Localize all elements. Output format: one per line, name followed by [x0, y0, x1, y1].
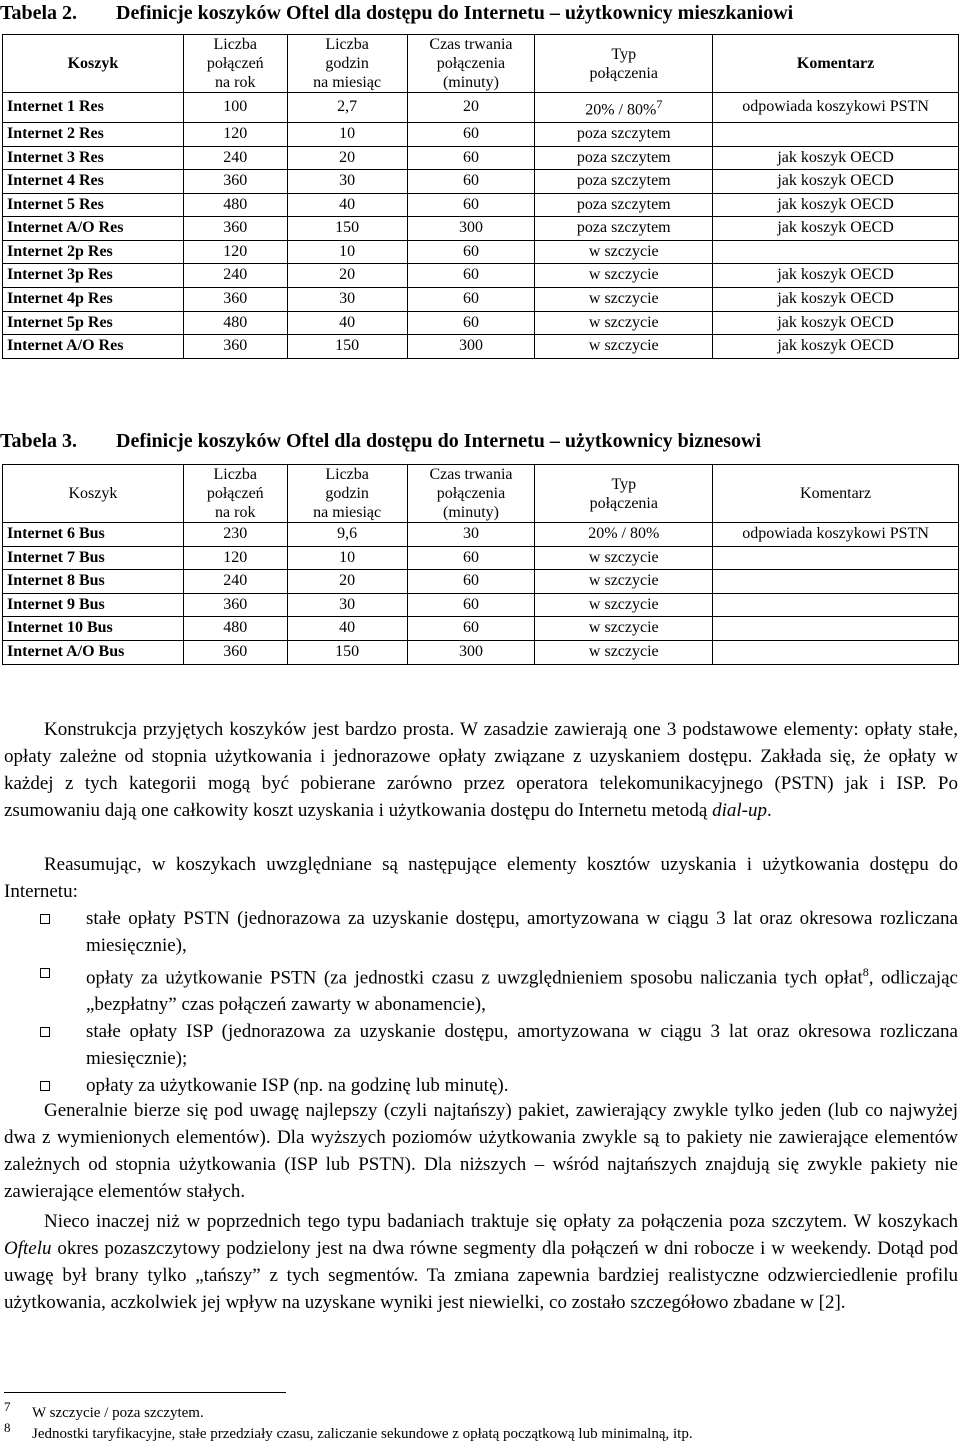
- list-item: [0, 1018, 958, 1072]
- header-line: połączenia: [436, 55, 506, 72]
- row-typ-cell: [535, 593, 713, 617]
- row-czas-cell-text: 60: [462, 148, 479, 166]
- col-header-typ: [535, 465, 713, 523]
- row-czas-cell: [407, 193, 535, 217]
- row-typ-cell: [535, 617, 713, 641]
- row-typ-cell-text: poza szczytem: [576, 172, 671, 190]
- row-czas-cell-text: 60: [462, 124, 479, 142]
- row-komentarz-cell: [713, 523, 959, 547]
- row-godziny-cell: [287, 146, 407, 170]
- header-line: Liczba: [213, 466, 258, 483]
- row-komentarz-cell: [713, 217, 959, 241]
- row-polaczenia-cell: [183, 523, 287, 547]
- row-name-cell-text: Internet 5 Res: [7, 195, 104, 213]
- row-typ-cell-text: 20% / 80%: [588, 525, 660, 542]
- table-row: [3, 640, 959, 664]
- row-komentarz-cell: [713, 264, 959, 288]
- col-header-liczba-polaczen: [183, 35, 287, 93]
- row-name-cell: [3, 288, 184, 312]
- table-row: [3, 193, 959, 217]
- col-header-koszyk: Koszyk: [3, 35, 184, 93]
- list-item-text: opłaty za użytkowanie ISP (np. na godzinę lub minutę).: [86, 1075, 509, 1097]
- row-typ-cell: [535, 170, 713, 194]
- row-name-cell-text: Internet A/O Res: [7, 219, 124, 237]
- row-polaczenia-cell-text: 120: [223, 548, 248, 566]
- row-godziny-cell-text: 150: [335, 337, 360, 355]
- row-czas-cell-text: 60: [462, 195, 479, 213]
- row-godziny-cell-text: 40: [339, 619, 356, 637]
- row-czas-cell-text: 60: [462, 290, 479, 308]
- table-row: [3, 264, 959, 288]
- row-komentarz-cell: [713, 240, 959, 264]
- table-row: [3, 122, 959, 146]
- col-header-liczba-godzin: [287, 465, 407, 523]
- row-komentarz-cell: [713, 546, 959, 570]
- row-czas-cell: [407, 170, 535, 194]
- row-czas-cell: [407, 570, 535, 594]
- table-row: [3, 217, 959, 241]
- row-czas-cell: [407, 593, 535, 617]
- header-line: połączeń: [206, 55, 264, 72]
- row-name-cell-text: Internet 3 Res: [7, 148, 104, 166]
- table-row: [3, 335, 959, 359]
- row-name-cell-text: Internet 7 Bus: [7, 548, 105, 566]
- table-row: [3, 311, 959, 335]
- footnote-text: W szczycie / poza szczytem.: [32, 1405, 204, 1421]
- row-name-cell-text: Internet 6 Bus: [7, 525, 105, 542]
- paragraph-1: [4, 716, 958, 824]
- footnote-ref-8: 8: [862, 965, 869, 979]
- row-polaczenia-cell-text: 360: [223, 337, 248, 355]
- row-czas-cell: [407, 523, 535, 547]
- list-item: [0, 959, 958, 1018]
- col-header-typ: [535, 35, 713, 93]
- row-polaczenia-cell-text: 240: [223, 148, 248, 166]
- row-godziny-cell: [287, 335, 407, 359]
- row-name-cell: [3, 93, 184, 123]
- row-name-cell-text: Internet 2p Res: [7, 242, 113, 260]
- row-name-cell: [3, 546, 184, 570]
- row-typ-cell-text: w szczycie: [588, 242, 659, 260]
- row-name-cell-text: Internet 4p Res: [7, 290, 113, 308]
- row-polaczenia-cell: [183, 170, 287, 194]
- row-godziny-cell-text: 9,6: [337, 525, 358, 542]
- row-godziny-cell-text: 20: [339, 572, 356, 590]
- row-name-cell-text: Internet 2 Res: [7, 124, 104, 142]
- header-line: Liczba: [325, 36, 369, 53]
- row-komentarz-cell-text: jak koszyk OECD: [777, 219, 894, 237]
- row-name-cell-text: Internet 10 Bus: [7, 619, 113, 637]
- paragraph-4-end: okres pozaszczytowy podzielony jest na dwa równe segmenty dla połączeń w dni robocze i w weekendy. Dotąd pod uwagę był brany tylko „tańszy” z tych segmentów. Ta zmiana zapewnia bardziej realistyczne odzwierciedlenie profilu użytkowania, aczkolwiek jej wpływ na uzyskane wyniki jest niewielki, co zostało szczegółowo zbadane w [2].: [4, 1238, 958, 1313]
- row-czas-cell: [407, 640, 535, 664]
- header-line: Typ: [611, 475, 637, 493]
- row-polaczenia-cell: [183, 240, 287, 264]
- row-polaczenia-cell-text: 480: [223, 195, 248, 213]
- row-typ-cell-text: poza szczytem: [576, 219, 671, 237]
- row-name-cell-text: Internet 9 Bus: [7, 595, 105, 613]
- row-czas-cell-text: 20: [462, 98, 479, 116]
- row-czas-cell-text: 60: [463, 572, 479, 590]
- row-typ-cell: [535, 93, 713, 123]
- row-komentarz-cell: [713, 146, 959, 170]
- row-czas-cell: [407, 146, 535, 170]
- row-godziny-cell-text: 10: [339, 242, 356, 260]
- row-czas-cell: [407, 93, 535, 123]
- row-czas-cell-text: 300: [459, 642, 483, 660]
- row-polaczenia-cell-text: 120: [223, 242, 248, 260]
- row-polaczenia-cell: [183, 193, 287, 217]
- row-godziny-cell-text: 40: [339, 195, 356, 213]
- table-row: [3, 240, 959, 264]
- header-line: Typ: [611, 45, 637, 63]
- row-polaczenia-cell-text: 360: [223, 219, 248, 237]
- row-typ-cell-text: w szczycie: [588, 337, 659, 355]
- row-godziny-cell: [287, 240, 407, 264]
- row-polaczenia-cell: [183, 546, 287, 570]
- table-row: [3, 546, 959, 570]
- table2-label: Tabela 2.: [0, 2, 78, 24]
- table-row: [3, 93, 959, 123]
- row-godziny-cell: [287, 288, 407, 312]
- row-polaczenia-cell-text: 480: [223, 313, 248, 331]
- list-item: [0, 905, 958, 959]
- table-row: [3, 170, 959, 194]
- row-godziny-cell-text: 150: [335, 642, 360, 660]
- row-name-cell: [3, 570, 184, 594]
- row-typ-cell: [535, 122, 713, 146]
- row-typ-cell-text: w szczycie: [588, 266, 659, 284]
- row-czas-cell-text: 60: [462, 172, 479, 190]
- row-polaczenia-cell: [183, 217, 287, 241]
- row-name-cell-text: Internet 1 Res: [7, 98, 104, 116]
- row-polaczenia-cell: [183, 617, 287, 641]
- row-typ-cell: [535, 640, 713, 664]
- table3-header-row: [3, 465, 959, 523]
- row-name-cell: [3, 640, 184, 664]
- row-name-cell: [3, 170, 184, 194]
- footnote-text: Jednostki taryfikacyjne, stałe przedziały czasu, zaliczanie sekundowe z opłatą początkową lub minimalną, itp.: [32, 1426, 693, 1442]
- row-godziny-cell-text: 20: [339, 266, 356, 284]
- row-godziny-cell: [287, 640, 407, 664]
- row-typ-cell: [535, 523, 713, 547]
- row-name-cell: [3, 193, 184, 217]
- paragraph-4: [4, 1208, 958, 1316]
- header-line: na rok: [215, 74, 256, 91]
- row-czas-cell-text: 60: [462, 266, 479, 284]
- row-typ-cell-text: w szczycie: [588, 572, 659, 590]
- row-godziny-cell-text: 30: [339, 290, 356, 308]
- row-komentarz-cell: [713, 640, 959, 664]
- row-czas-cell-text: 60: [463, 619, 479, 637]
- header-line: połączeń: [206, 485, 264, 502]
- row-polaczenia-cell-text: 120: [223, 124, 248, 142]
- row-czas-cell-text: 300: [458, 219, 483, 237]
- row-czas-cell: [407, 240, 535, 264]
- row-komentarz-cell-text: jak koszyk OECD: [777, 172, 894, 190]
- row-typ-cell: [535, 570, 713, 594]
- checkbox-bullet-icon: [40, 1027, 50, 1037]
- table3: [2, 464, 959, 665]
- header-line: Czas trwania: [429, 36, 513, 53]
- checkbox-bullet-icon: [40, 1081, 50, 1091]
- col-header-czas-trwania: [407, 35, 535, 93]
- row-czas-cell-text: 60: [462, 313, 479, 331]
- table3-label: Tabela 3.: [0, 430, 78, 452]
- row-czas-cell: [407, 264, 535, 288]
- header-line: Liczba: [325, 466, 369, 483]
- row-polaczenia-cell-text: 360: [223, 642, 248, 660]
- row-czas-cell-text: 60: [463, 595, 479, 613]
- header-line: Czas trwania: [429, 466, 513, 483]
- row-godziny-cell-text: 40: [339, 313, 356, 331]
- header-line: na rok: [215, 504, 256, 521]
- row-polaczenia-cell-text: 360: [223, 290, 248, 308]
- row-polaczenia-cell: [183, 335, 287, 359]
- header-line: godzin: [325, 55, 369, 72]
- row-komentarz-cell: [713, 170, 959, 194]
- paragraph-1-italic: dial-up: [712, 800, 767, 821]
- row-typ-cell-text: w szczycie: [588, 595, 659, 613]
- row-name-cell: [3, 264, 184, 288]
- list-item-text: opłaty za użytkowanie PSTN (za jednostki czasu z uwzględnieniem sposobu naliczania tych opłat: [86, 967, 863, 989]
- paragraph-3: Generalnie bierze się pod uwagę najlepszy (czyli najtańszy) pakiet, zawierający zwykle tylko jeden (lub co najwyżej dwa z wymienionych elementów). Dla wyższych poziomów użytkowania zwykle są to pakiety nie zawierające elementów zależnych od stopnia użytkowania (ISP lub PSTN). Dla niższych – wśród najtańszych znajdują się zwykle pakiety nie zawierające elementów stałych.: [4, 1100, 958, 1202]
- row-komentarz-cell: [713, 193, 959, 217]
- footnote-ref-7: 7: [656, 97, 663, 111]
- col-header-liczba-polaczen: [183, 465, 287, 523]
- row-polaczenia-cell: [183, 570, 287, 594]
- row-polaczenia-cell: [183, 311, 287, 335]
- row-typ-cell: [535, 335, 713, 359]
- row-komentarz-cell: [713, 93, 959, 123]
- row-godziny-cell: [287, 122, 407, 146]
- row-name-cell: [3, 523, 184, 547]
- row-typ-cell-text: poza szczytem: [576, 195, 671, 213]
- row-czas-cell: [407, 217, 535, 241]
- row-name-cell: [3, 335, 184, 359]
- col-header-koszyk: Koszyk: [3, 465, 184, 523]
- row-komentarz-cell: [713, 122, 959, 146]
- row-name-cell-text: Internet 4 Res: [7, 172, 104, 190]
- row-polaczenia-cell-text: 230: [223, 525, 248, 542]
- row-godziny-cell: [287, 217, 407, 241]
- row-name-cell: [3, 311, 184, 335]
- row-godziny-cell: [287, 570, 407, 594]
- list-item-text: stałe opłaty ISP (jednorazowa za uzyskanie dostępu, amortyzowana w ciągu 3 lat oraz okresowa rozliczana miesięcznie);: [86, 1021, 958, 1070]
- row-komentarz-cell: [713, 593, 959, 617]
- row-polaczenia-cell: [183, 288, 287, 312]
- row-komentarz-cell: [713, 570, 959, 594]
- row-typ-cell: [535, 264, 713, 288]
- paragraph-4-text: Nieco inaczej niż w poprzednich tego typu badaniach traktuje się opłaty za połączenia poza szczytem. W koszykach: [44, 1211, 958, 1232]
- row-komentarz-cell: [713, 335, 959, 359]
- row-name-cell-text: Internet 3p Res: [7, 266, 113, 284]
- row-czas-cell: [407, 546, 535, 570]
- table2-title: Definicje koszyków Oftel dla dostępu do Internetu – użytkownicy mieszkaniowi: [116, 2, 794, 24]
- row-typ-cell-text: w szczycie: [588, 313, 659, 331]
- list-item-text: stałe opłaty PSTN (jednorazowa za uzyskanie dostępu, amortyzowana w ciągu 3 lat oraz okresowa rozliczana miesięcznie),: [86, 908, 958, 956]
- row-czas-cell-text: 60: [462, 242, 479, 260]
- row-godziny-cell: [287, 593, 407, 617]
- row-typ-cell-text: 20% / 80%: [585, 101, 657, 119]
- row-komentarz-cell-text: odpowiada koszykowi PSTN: [742, 525, 929, 542]
- row-polaczenia-cell: [183, 593, 287, 617]
- row-polaczenia-cell: [183, 122, 287, 146]
- table-row: [3, 146, 959, 170]
- row-name-cell: [3, 240, 184, 264]
- row-czas-cell-text: 300: [458, 337, 483, 355]
- row-polaczenia-cell: [183, 264, 287, 288]
- col-header-liczba-godzin: [287, 35, 407, 93]
- row-godziny-cell: [287, 523, 407, 547]
- row-typ-cell: [535, 240, 713, 264]
- col-header-komentarz: Komentarz: [713, 465, 959, 523]
- table-row: [3, 523, 959, 547]
- row-typ-cell: [535, 146, 713, 170]
- row-polaczenia-cell-text: 360: [223, 595, 248, 613]
- row-czas-cell: [407, 617, 535, 641]
- footnote-number: 8: [4, 1420, 11, 1435]
- row-name-cell-text: Internet 5p Res: [7, 313, 113, 331]
- row-typ-cell-text: w szczycie: [588, 290, 659, 308]
- row-name-cell: [3, 593, 184, 617]
- col-header-czas-trwania: [407, 465, 535, 523]
- table-row: [3, 617, 959, 641]
- footnote-8: [4, 1419, 693, 1443]
- row-name-cell: [3, 122, 184, 146]
- row-godziny-cell-text: 30: [339, 595, 356, 613]
- row-name-cell: [3, 217, 184, 241]
- row-polaczenia-cell: [183, 146, 287, 170]
- row-komentarz-cell: [713, 617, 959, 641]
- table-row: [3, 570, 959, 594]
- row-polaczenia-cell-text: 100: [223, 98, 248, 116]
- row-godziny-cell: [287, 311, 407, 335]
- row-typ-cell: [535, 546, 713, 570]
- row-name-cell-text: Internet A/O Res: [7, 337, 124, 355]
- header-line: godzin: [325, 485, 369, 502]
- row-polaczenia-cell-text: 360: [223, 172, 248, 190]
- row-godziny-cell-text: 10: [339, 548, 356, 566]
- table2: [2, 34, 959, 359]
- footnote-number: 7: [4, 1399, 11, 1414]
- row-komentarz-cell-text: jak koszyk OECD: [777, 290, 894, 308]
- row-godziny-cell-text: 2,7: [337, 98, 358, 116]
- row-godziny-cell: [287, 617, 407, 641]
- header-line: na miesiąc: [313, 74, 382, 91]
- row-komentarz-cell-text: jak koszyk OECD: [777, 148, 894, 166]
- row-typ-cell-text: w szczycie: [588, 642, 659, 660]
- header-line: połączenia: [436, 485, 506, 502]
- header-line: połączenia: [589, 494, 658, 512]
- checkbox-bullet-icon: [40, 914, 50, 924]
- paragraph-1-end: .: [766, 800, 772, 821]
- header-line: (minuty): [442, 74, 499, 91]
- paragraph-2: Reasumując, w koszykach uwzględniane są następujące elementy kosztów uzyskania i użytkowania dostępu do Internetu:: [4, 854, 958, 902]
- row-polaczenia-cell: [183, 640, 287, 664]
- row-czas-cell: [407, 311, 535, 335]
- row-godziny-cell-text: 150: [335, 219, 360, 237]
- row-czas-cell-text: 60: [463, 548, 479, 566]
- row-godziny-cell-text: 10: [339, 124, 356, 142]
- row-komentarz-cell-text: jak koszyk OECD: [777, 337, 894, 355]
- row-godziny-cell: [287, 170, 407, 194]
- row-typ-cell-text: w szczycie: [588, 619, 659, 637]
- row-komentarz-cell-text: jak koszyk OECD: [777, 313, 894, 331]
- row-name-cell: [3, 617, 184, 641]
- row-czas-cell: [407, 288, 535, 312]
- bullet-list: [0, 905, 958, 1099]
- row-name-cell: [3, 146, 184, 170]
- row-polaczenia-cell-text: 240: [223, 266, 248, 284]
- row-komentarz-cell: [713, 288, 959, 312]
- row-komentarz-cell-text: jak koszyk OECD: [777, 266, 894, 284]
- checkbox-bullet-icon: [40, 968, 50, 978]
- table-row: [3, 288, 959, 312]
- header-line: (minuty): [443, 504, 499, 521]
- paragraph-1-text: Konstrukcja przyjętych koszyków jest bardzo prosta. W zasadzie zawierają one 3 podstawowe elementy: opłaty stałe, opłaty zależne od stopnia użytkowania i jednorazowe opłaty związane z uzyskaniem dostępu. Zakłada się, że opłaty w każdej z tych kategorii mogą być pobierane zarówno przez operatora telekomunikacyjnego (PSTN) jak i ISP. Po zsumowaniu dają one całkowity koszt uzyskania i użytkowania dostępu do Internetu metodą: [4, 719, 958, 821]
- table-row: [3, 593, 959, 617]
- row-polaczenia-cell-text: 480: [223, 619, 248, 637]
- row-godziny-cell: [287, 93, 407, 123]
- paragraph-4-italic: Oftelu: [4, 1238, 52, 1259]
- row-godziny-cell: [287, 193, 407, 217]
- list-item: [0, 1072, 958, 1099]
- row-godziny-cell: [287, 264, 407, 288]
- row-typ-cell: [535, 217, 713, 241]
- header-line: Liczba: [213, 36, 257, 53]
- row-godziny-cell-text: 30: [339, 172, 356, 190]
- row-name-cell-text: Internet A/O Bus: [7, 642, 125, 660]
- row-czas-cell-text: 30: [463, 525, 479, 542]
- row-name-cell-text: Internet 8 Bus: [7, 572, 105, 590]
- col-header-komentarz: Komentarz: [713, 35, 959, 93]
- row-komentarz-cell: [713, 311, 959, 335]
- row-polaczenia-cell: [183, 93, 287, 123]
- row-czas-cell: [407, 335, 535, 359]
- table2-header-row: [3, 35, 959, 93]
- list-item-text-cont: , odliczając „bezpłatny” czas połączeń zawarty w abonamencie),: [86, 967, 958, 1016]
- row-typ-cell: [535, 311, 713, 335]
- row-polaczenia-cell-text: 240: [223, 572, 248, 590]
- footnote-separator: [4, 1392, 286, 1393]
- row-godziny-cell: [287, 546, 407, 570]
- row-czas-cell: [407, 122, 535, 146]
- table3-caption: [0, 430, 761, 453]
- row-typ-cell-text: poza szczytem: [576, 124, 671, 142]
- row-godziny-cell-text: 20: [339, 148, 356, 166]
- row-typ-cell: [535, 288, 713, 312]
- table2-caption: [0, 2, 793, 25]
- row-typ-cell: [535, 193, 713, 217]
- header-line: na miesiąc: [313, 504, 382, 521]
- table3-title: Definicje koszyków Oftel dla dostępu do Internetu – użytkownicy biznesowi: [116, 430, 762, 452]
- row-komentarz-cell-text: odpowiada koszykowi PSTN: [742, 98, 929, 116]
- row-komentarz-cell-text: jak koszyk OECD: [777, 195, 894, 213]
- row-typ-cell-text: poza szczytem: [576, 148, 671, 166]
- row-typ-cell-text: w szczycie: [588, 548, 659, 566]
- header-line: połączenia: [589, 64, 658, 82]
